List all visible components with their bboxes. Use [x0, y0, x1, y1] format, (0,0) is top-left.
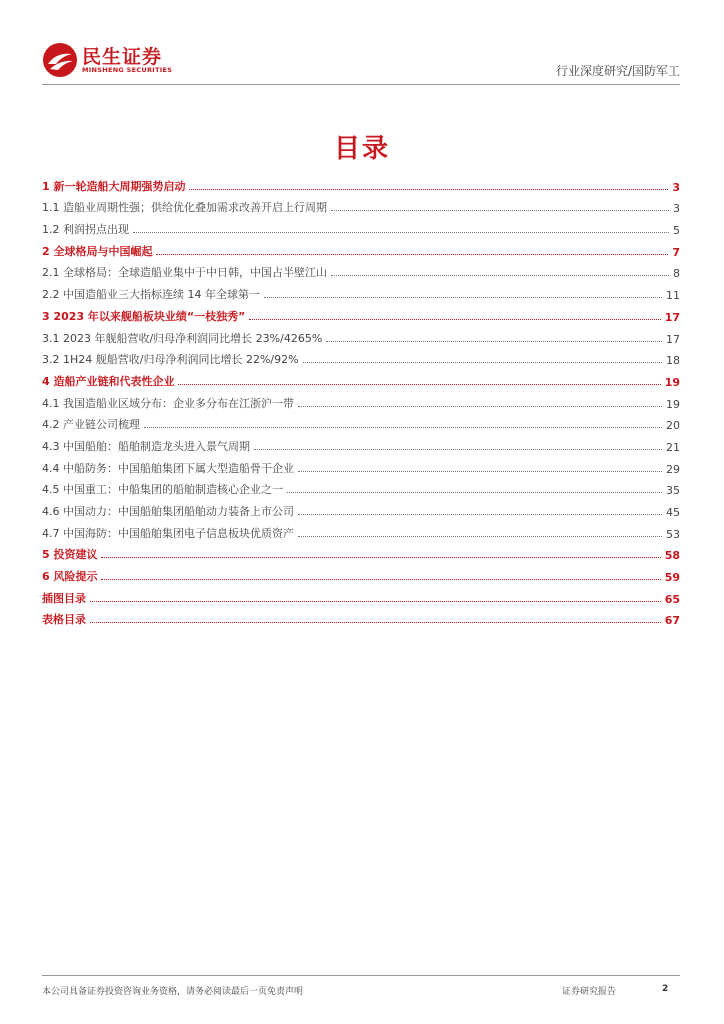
toc-entry-label: 3.1 2023 年舰船营收/归母净利润同比增长 23%/4265%	[42, 331, 323, 345]
logo-chinese-name: 民生证券	[82, 46, 163, 68]
toc-entry-label: 4.1 我国造船业区域分布：企业多分布在江浙沪一带	[42, 396, 294, 410]
toc-entry-page: 17	[664, 310, 680, 324]
toc-dot-leader	[156, 254, 668, 255]
toc-section-entry[interactable]	[42, 215, 680, 237]
toc-dot-leader	[264, 297, 662, 298]
toc-entry-label: 4.2 产业链公司梳理	[42, 418, 140, 432]
toc-section-entry[interactable]	[42, 346, 680, 368]
toc-entry-page: 29	[666, 462, 680, 476]
toc-dot-leader	[249, 319, 660, 320]
toc-dot-leader	[298, 471, 662, 472]
toc-entry-page: 3	[672, 180, 680, 194]
toc-section-entry[interactable]	[42, 280, 680, 302]
toc-entry-label: 插图目录	[42, 591, 86, 605]
toc-entry-page: 65	[664, 592, 680, 606]
toc-chapter-entry[interactable]	[42, 584, 680, 606]
toc-entry-page: 45	[666, 506, 680, 519]
toc-entry-label: 4.4 中船防务：中国船舶集团下属大型造船骨干企业	[42, 461, 294, 475]
toc-dot-leader	[90, 622, 661, 623]
toc-entry-page: 21	[666, 440, 680, 454]
toc-entry-page: 3	[673, 202, 680, 216]
toc-dot-leader	[287, 492, 662, 493]
toc-entry-page: 7	[672, 245, 680, 259]
toc-section-entry[interactable]	[42, 432, 680, 454]
toc-entry-page: 17	[666, 332, 680, 346]
toc-dot-leader	[101, 557, 660, 558]
logo-english-name: MINSHENG SECURITIES	[82, 66, 173, 74]
toc-entry-page: 59	[664, 571, 680, 585]
toc-entry-page: 20	[666, 419, 680, 433]
footer-doc-type: 证券研究报告	[562, 987, 617, 997]
company-logo	[42, 40, 222, 80]
toc-entry-label: 1 新一轮造船大周期强势启动	[42, 179, 186, 193]
toc-dot-leader	[331, 275, 669, 276]
toc-dot-leader	[101, 579, 660, 580]
toc-entry-label: 2 全球格局与中国崛起	[42, 244, 153, 258]
toc-chapter-entry[interactable]	[42, 606, 680, 628]
toc-chapter-entry[interactable]	[42, 562, 680, 584]
toc-section-entry[interactable]	[42, 519, 680, 541]
toc-entry-label: 2.2 中国造船业三大指标连续 14 年全球第一	[42, 288, 260, 302]
page-header	[42, 40, 680, 84]
toc-entry-page: 53	[666, 527, 680, 541]
toc-chapter-entry[interactable]	[42, 172, 680, 194]
toc-dot-leader	[326, 341, 662, 342]
toc-entry-label: 表格目录	[42, 613, 86, 627]
toc-dot-leader	[298, 536, 662, 537]
minsheng-logo-icon	[42, 42, 78, 78]
toc-entry-page: 11	[666, 289, 680, 303]
toc-title: 目录	[333, 134, 390, 164]
footer-disclaimer: 本公司具备证券投资咨询业务资格，请务必阅读最后一页免责声明	[42, 987, 304, 997]
toc-entry-label: 3.2 1H24 舰船营收/归母净利润同比增长 22%/92%	[42, 353, 299, 367]
toc-section-entry[interactable]	[42, 194, 680, 216]
toc-section-entry[interactable]	[42, 259, 680, 281]
toc-dot-leader	[133, 232, 669, 233]
toc-entry-page: 67	[664, 614, 680, 628]
toc-entry-label: 5 投资建议	[42, 548, 98, 562]
report-category: 行业深度研究/国防军工	[555, 64, 680, 78]
toc-entry-label: 2.1 全球格局：全球造船业集中于中日韩，中国占半壁江山	[42, 266, 327, 280]
toc-entry-label: 4.5 中国重工：中船集团的船舶制造核心企业之一	[42, 483, 283, 497]
toc-dot-leader	[189, 189, 668, 190]
toc-section-entry[interactable]	[42, 454, 680, 476]
toc-dot-leader	[331, 210, 669, 211]
toc-dot-leader	[298, 514, 662, 515]
toc-chapter-entry[interactable]	[42, 302, 680, 324]
footer-page-number: 2	[662, 984, 669, 994]
toc-entry-page: 19	[664, 375, 680, 389]
toc-section-entry[interactable]	[42, 476, 680, 498]
toc-section-entry[interactable]	[42, 389, 680, 411]
toc-section-entry[interactable]	[42, 411, 680, 433]
toc-section-entry[interactable]	[42, 324, 680, 346]
toc-entry-page: 5	[673, 224, 680, 238]
table-of-contents	[42, 172, 680, 627]
toc-dot-leader	[254, 449, 662, 450]
toc-dot-leader	[90, 601, 661, 602]
toc-entry-label: 4 造船产业链和代表性企业	[42, 374, 175, 388]
toc-chapter-entry[interactable]	[42, 237, 680, 259]
toc-entry-label: 3 2023 年以来舰船板块业绩“一枝独秀”	[42, 309, 246, 323]
footer-divider	[42, 975, 680, 976]
toc-section-entry[interactable]	[42, 497, 680, 519]
toc-dot-leader	[303, 362, 662, 363]
toc-dot-leader	[144, 427, 662, 428]
toc-entry-page: 35	[666, 484, 680, 498]
toc-entry-page: 19	[666, 397, 680, 411]
toc-entry-page: 58	[664, 549, 680, 563]
toc-entry-label: 4.6 中国动力：中国船舶集团船舶动力装备上市公司	[42, 505, 294, 518]
toc-entry-label: 1.2 利润拐点出现	[42, 223, 129, 237]
toc-dot-leader	[178, 384, 660, 385]
toc-entry-label: 6 风险提示	[42, 570, 98, 584]
toc-entry-label: 4.7 中国海防：中国船舶集团电子信息板块优质资产	[42, 526, 294, 540]
toc-chapter-entry[interactable]	[42, 541, 680, 563]
toc-entry-label: 1.1 造船业周期性强；供给优化叠加需求改善开启上行周期	[42, 201, 327, 215]
toc-entry-label: 4.3 中国船舶：船舶制造龙头进入景气周期	[42, 439, 250, 453]
header-divider	[42, 84, 680, 85]
toc-chapter-entry[interactable]	[42, 367, 680, 389]
toc-entry-page: 18	[666, 354, 680, 368]
toc-entry-page: 8	[673, 267, 680, 281]
toc-dot-leader	[298, 406, 662, 407]
